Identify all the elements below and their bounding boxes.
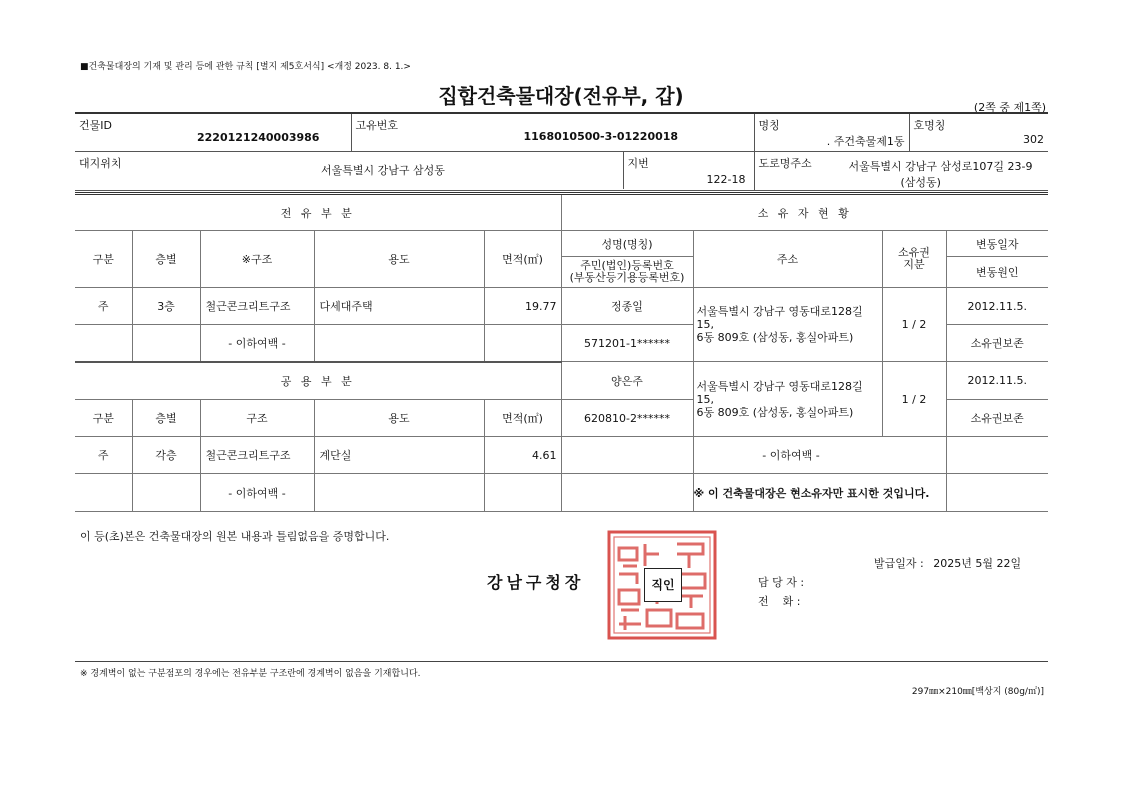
register-table [75, 192, 1048, 512]
issue-date-label: 발급일자 : [874, 557, 924, 570]
building-id-cell [75, 113, 351, 151]
owners-blank: - 이하여백 - [693, 437, 946, 474]
col-owner-id: 주민(법인)등록번호 (부동산등기용등록번호) [561, 257, 693, 288]
exclusive-row1-division: 주 [75, 288, 132, 325]
col-change-reason: 변동원인 [946, 257, 1048, 288]
road-address-cell [754, 151, 1048, 190]
site-cell [75, 151, 351, 190]
road-address-line1: 서울특별시 강남구 삼성로107길 23-9 [848, 159, 1033, 173]
common-col-use: 용도 [314, 400, 484, 437]
road-address-line2: (삼성동) [900, 175, 941, 189]
owner2-address: 서울특별시 강남구 영동대로128길 15, 6동 809호 (삼성동, 홍실아파트) [693, 362, 882, 437]
owners-notice: ※ 이 건축물대장은 현소유자만 표시한 것입니다. [693, 474, 946, 512]
exclusive-row1-use: 다세대주택 [314, 288, 484, 325]
paper-spec: 297㎜×210㎜[백상지 (80g/㎡)] [911, 687, 1044, 697]
col-division: 구분 [75, 231, 132, 288]
unique-no-cell [351, 113, 754, 151]
building-id: 2220121240003986 [197, 131, 320, 144]
owner1-reason: 소유권보존 [946, 325, 1048, 362]
common-row1-division: 주 [75, 437, 132, 474]
owner1-share: 1 / 2 [882, 288, 946, 362]
unit-label: 호명칭 [913, 119, 946, 132]
issue-date-value: 2025년 5월 22일 [933, 557, 1022, 570]
staff-label: 담 당 자 : [758, 576, 805, 589]
common-col-division: 구분 [75, 400, 132, 437]
unit-name: 302 [1023, 133, 1044, 146]
site-location: 서울특별시 강남구 삼성동 [321, 164, 445, 177]
owner1-date: 2012.11.5. [946, 288, 1048, 325]
footer-note: ※ 경계벽이 없는 구분점포의 경우에는 전유부분 구조란에 경계벽이 없음을 기재합니다. [80, 669, 421, 679]
unit-cell [909, 113, 1048, 151]
col-structure: ※구조 [200, 231, 314, 288]
owners-section-header: 소 유 자 현 황 [561, 194, 1048, 231]
name-cell [754, 113, 909, 151]
phone-label: 전 화 : [758, 595, 801, 608]
owner2-id: 620810-2****** [561, 400, 693, 437]
common-col-floor: 층별 [132, 400, 200, 437]
exclusive-section-header: 전 유 부 분 [75, 194, 561, 231]
common-row1-structure: 철근콘크리트구조 [200, 437, 314, 474]
unique-no: 1168010500-3-01220018 [523, 130, 679, 143]
name-label: 명칭 [758, 119, 780, 132]
owner2-name: 양은주 [561, 362, 693, 400]
col-area: 면적(㎡) [484, 231, 561, 288]
lot-number: 122-18 [706, 172, 746, 186]
owner2-date: 2012.11.5. [946, 362, 1048, 400]
col-owner-name: 성명(명칭) [561, 231, 693, 257]
exclusive-row1-floor: 3층 [132, 288, 200, 325]
owner1-id: 571201-1****** [561, 325, 693, 362]
lot-label: 지번 [627, 156, 649, 170]
owner2-share: 1 / 2 [882, 362, 946, 437]
common-section-header: 공 용 부 분 [75, 362, 561, 400]
footer-divider [75, 661, 1048, 662]
unique-no-label: 고유번호 [355, 119, 399, 132]
common-row1-floor: 각층 [132, 437, 200, 474]
common-col-structure: 구조 [200, 400, 314, 437]
col-owner-address: 주소 [693, 231, 882, 288]
road-address-label: 도로명주소 [758, 156, 812, 170]
exclusive-row1-structure: 철근콘크리트구조 [200, 288, 314, 325]
building-id-label: 건물ID [79, 119, 112, 132]
owner1-address: 서울특별시 강남구 영동대로128길 15, 6동 809호 (삼성동, 홍실아파트) [693, 288, 882, 362]
owner1-name: 정종일 [561, 288, 693, 325]
col-floor: 층별 [132, 231, 200, 288]
owner2-reason: 소유권보존 [946, 400, 1048, 437]
document-title: 집합건축물대장(전유부, 갑) [438, 84, 684, 108]
exclusive-row1-area: 19.77 [484, 288, 561, 325]
common-row1-area: 4.61 [484, 437, 561, 474]
certification-text: 이 등(초)본은 건축물대장의 원본 내용과 틀림없음을 증명합니다. [80, 530, 390, 543]
common-blank: - 이하여백 - [200, 474, 314, 512]
col-use: 용도 [314, 231, 484, 288]
issue-date [874, 555, 1021, 571]
col-change-date: 변동일자 [946, 231, 1048, 257]
common-row1-use: 계단실 [314, 437, 484, 474]
legal-basis: ■건축물대장의 기재 및 관리 등에 관한 규칙 [별지 제5호서식] <개정 2023. 8. 1.> [80, 62, 411, 72]
page-info: (2쪽 중 제1쪽) [973, 101, 1046, 114]
site-value-cell [321, 151, 754, 190]
building-name: . 주건축물제1동 [826, 135, 905, 148]
site-label: 대지위치 [79, 156, 122, 170]
col-share: 소유권 지분 [882, 231, 946, 288]
issuing-office: 강남구청장 [487, 573, 585, 592]
common-col-area: 면적(㎡) [484, 400, 561, 437]
exclusive-blank: - 이하여백 - [200, 325, 314, 362]
seal-label: 직인 [644, 568, 682, 602]
building-info-table [75, 112, 1048, 191]
